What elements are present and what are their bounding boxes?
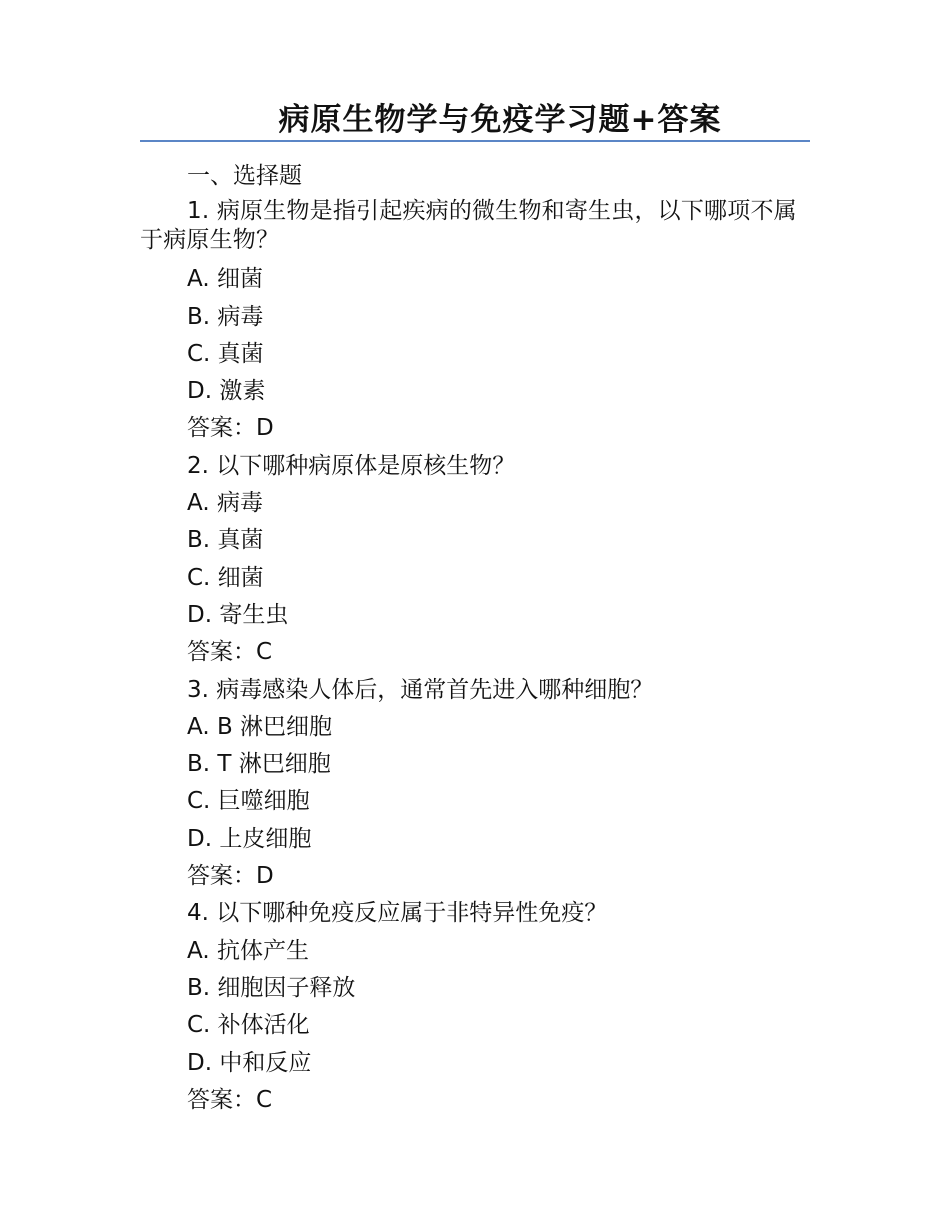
option-item: B. 真菌 bbox=[187, 527, 264, 554]
option-item: D. 寄生虫 bbox=[187, 601, 289, 628]
option-item: C. 细菌 bbox=[187, 564, 264, 591]
answer-line: 答案：C bbox=[187, 639, 273, 666]
option-item: A. 病毒 bbox=[187, 490, 263, 517]
document-page bbox=[140, 100, 810, 1119]
answer-line: 答案：C bbox=[187, 1086, 273, 1113]
question-text: 2. 以下哪种病原体是原核生物？ bbox=[187, 452, 516, 479]
option-item: B. 病毒 bbox=[187, 303, 264, 330]
option-item: B. T 淋巴细胞 bbox=[187, 751, 331, 778]
answer-line: 答案：D bbox=[187, 863, 274, 890]
answer-line: 答案：D bbox=[187, 415, 274, 442]
option-item: A. 抗体产生 bbox=[187, 937, 309, 964]
option-item: D. 激素 bbox=[187, 378, 266, 405]
option-item: C. 真菌 bbox=[187, 340, 264, 367]
option-item: A. 细菌 bbox=[187, 266, 263, 293]
option-item: C. 巨噬细胞 bbox=[187, 788, 310, 815]
option-item: D. 上皮细胞 bbox=[187, 825, 312, 852]
page-title: 病原生物学与免疫学习题+答案 bbox=[278, 102, 722, 138]
question-text: 4. 以下哪种免疫反应属于非特异性免疫？ bbox=[187, 900, 608, 927]
option-item: D. 中和反应 bbox=[187, 1049, 312, 1076]
option-item: B. 细胞因子释放 bbox=[187, 974, 356, 1001]
title-block bbox=[140, 100, 810, 142]
option-item: A. B 淋巴细胞 bbox=[187, 713, 333, 740]
question-text: 3. 病毒感染人体后，通常首先进入哪种细胞？ bbox=[187, 676, 654, 703]
question-text: 1. 病原生物是指引起疾病的微生物和寄生虫，以下哪项不属于病原生物？ bbox=[140, 198, 797, 254]
option-item: C. 补体活化 bbox=[187, 1012, 310, 1039]
section-heading: 一、选择题 bbox=[187, 163, 302, 189]
